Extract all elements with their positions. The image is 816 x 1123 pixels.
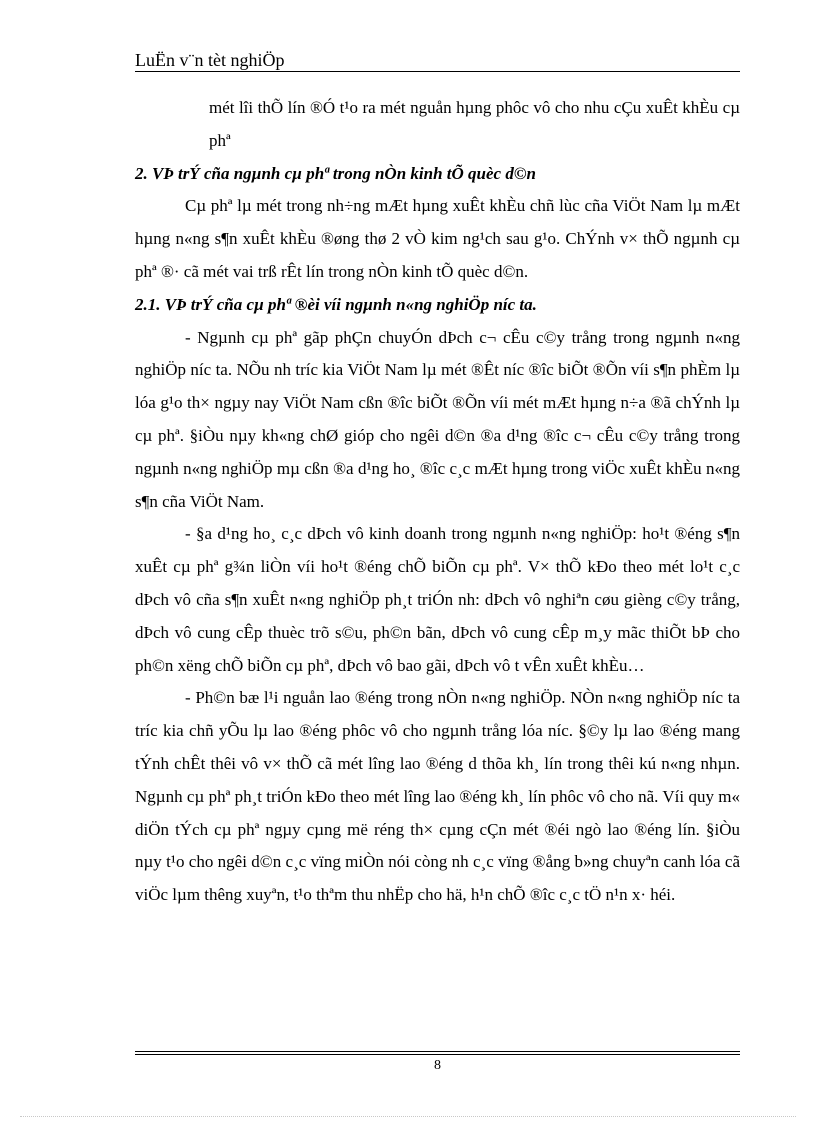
- body-paragraph: - Ph©n bæ l¹i nguån lao ®éng trong nÒn n«ng nghiÖp. NÒn n«ng nghiÖp níc ta tríc kia chñ yÕu lµ lao ®éng phôc vô cho ngµnh trång lóa níc. §©y lµ lao ®éng mang tÝnh chÊt thêi vô v× thÕ cã mét lîng lao ®éng d thõa kh¸ lín trong thêi kú n«ng nhµn. Ngµnh cµ phª ph¸t triÓn kÐo theo mét lîng lao ®éng kh¸ lín phôc vô cho nã. Víi quy m« diÖn tÝch cµ phª ngµy cµng më réng th× cµng cÇn mét ®éi ngò lao ®éng lín. §iÒu nµy t¹o cho ngêi d©n c¸c vïng miÒn nói còng nh c¸c vïng ®ång b»ng chuyªn canh lóa cã viÖc lµm thêng xuyªn, t¹o thªm thu nhËp cho hä, h¹n chÕ ®îc c¸c tÖ n¹n x· héi.: [135, 688, 740, 905]
- header-rule: [135, 71, 740, 72]
- body-paragraph: Cµ phª lµ mét trong nh÷ng mÆt hµng xuÊt khÈu chñ lùc cña ViÖt Nam lµ mÆt hµng n«ng s¶n xuÊt khÈu ®øng thø 2 vÒ kim ng¹ch sau g¹o. ChÝnh v× thÕ ngµnh cµ phª ®· cã mét vai trß rÊt lín trong nÒn kinh tÕ quèc d©n.: [135, 196, 740, 281]
- footer-rule: [135, 1051, 740, 1052]
- page-number: 8: [434, 1058, 441, 1073]
- body-paragraph: - §a d¹ng ho¸ c¸c dÞch vô kinh doanh trong ngµnh n«ng nghiÖp: ho¹t ®éng s¶n xuÊt cµ phª g¾n liÒn víi ho¹t ®éng chÕ biÕn cµ phª. V× thÕ kÐo theo mét lo¹t c¸c dÞch vô cña s¶n xuÊt n«ng nghiÖp ph¸t triÓn nh: dÞch vô nghiªn cøu gièng c©y trång, dÞch vô cung cÊp thuèc trõ s©u, ph©n bãn, dÞch vô cung cÊp m¸y mãc thiÕt bÞ cho ph©n xëng chÕ biÕn cµ phª, dÞch vô bao gãi, dÞch vô t vÊn xuÊt khÈu…: [135, 524, 740, 675]
- page-body: [135, 92, 740, 912]
- footer-rule: [135, 1054, 740, 1055]
- running-header: LuËn v¨n tèt nghiÖp: [135, 50, 285, 70]
- continued-paragraph: mét lîi thÕ lín ®Ó t¹o ra mét nguån hµng phôc vô cho nhu cÇu xuÊt khÈu cµ phª: [209, 98, 740, 150]
- body-paragraph: - Ngµnh cµ phª gãp phÇn chuyÓn dÞch c¬ cÊu c©y trång trong ngµnh n«ng nghiÖp níc ta. NÕu nh tríc kia ViÖt Nam lµ mét ®Êt níc ®îc biÕt ®Õn víi s¶n phÈm lµ lóa g¹o th× ngµy nay ViÖt Nam cßn ®îc biÕt ®Õn víi mét mÆt hµng n÷a ®ã chÝnh lµ cµ phª. §iÒu nµy kh«ng chØ gióp cho ngêi d©n ®a d¹ng ®îc c¬ cÊu c©y trång trong ngµnh n«ng nghiÖp mµ cßn ®a d¹ng ho¸ ®îc c¸c mÆt hµng trong viÖc xuÊt khÈu n«ng s¶n cña ViÖt Nam.: [135, 327, 740, 511]
- section-heading: 2. VÞ trÝ cña ngµnh cµ phª trong nÒn kinh tÕ quèc d©n: [135, 163, 536, 183]
- subsection-heading: 2.1. VÞ trÝ cña cµ phª ®èi víi ngµnh n«ng nghiÖp níc ta.: [135, 294, 537, 314]
- page-edge-divider: [20, 1116, 796, 1117]
